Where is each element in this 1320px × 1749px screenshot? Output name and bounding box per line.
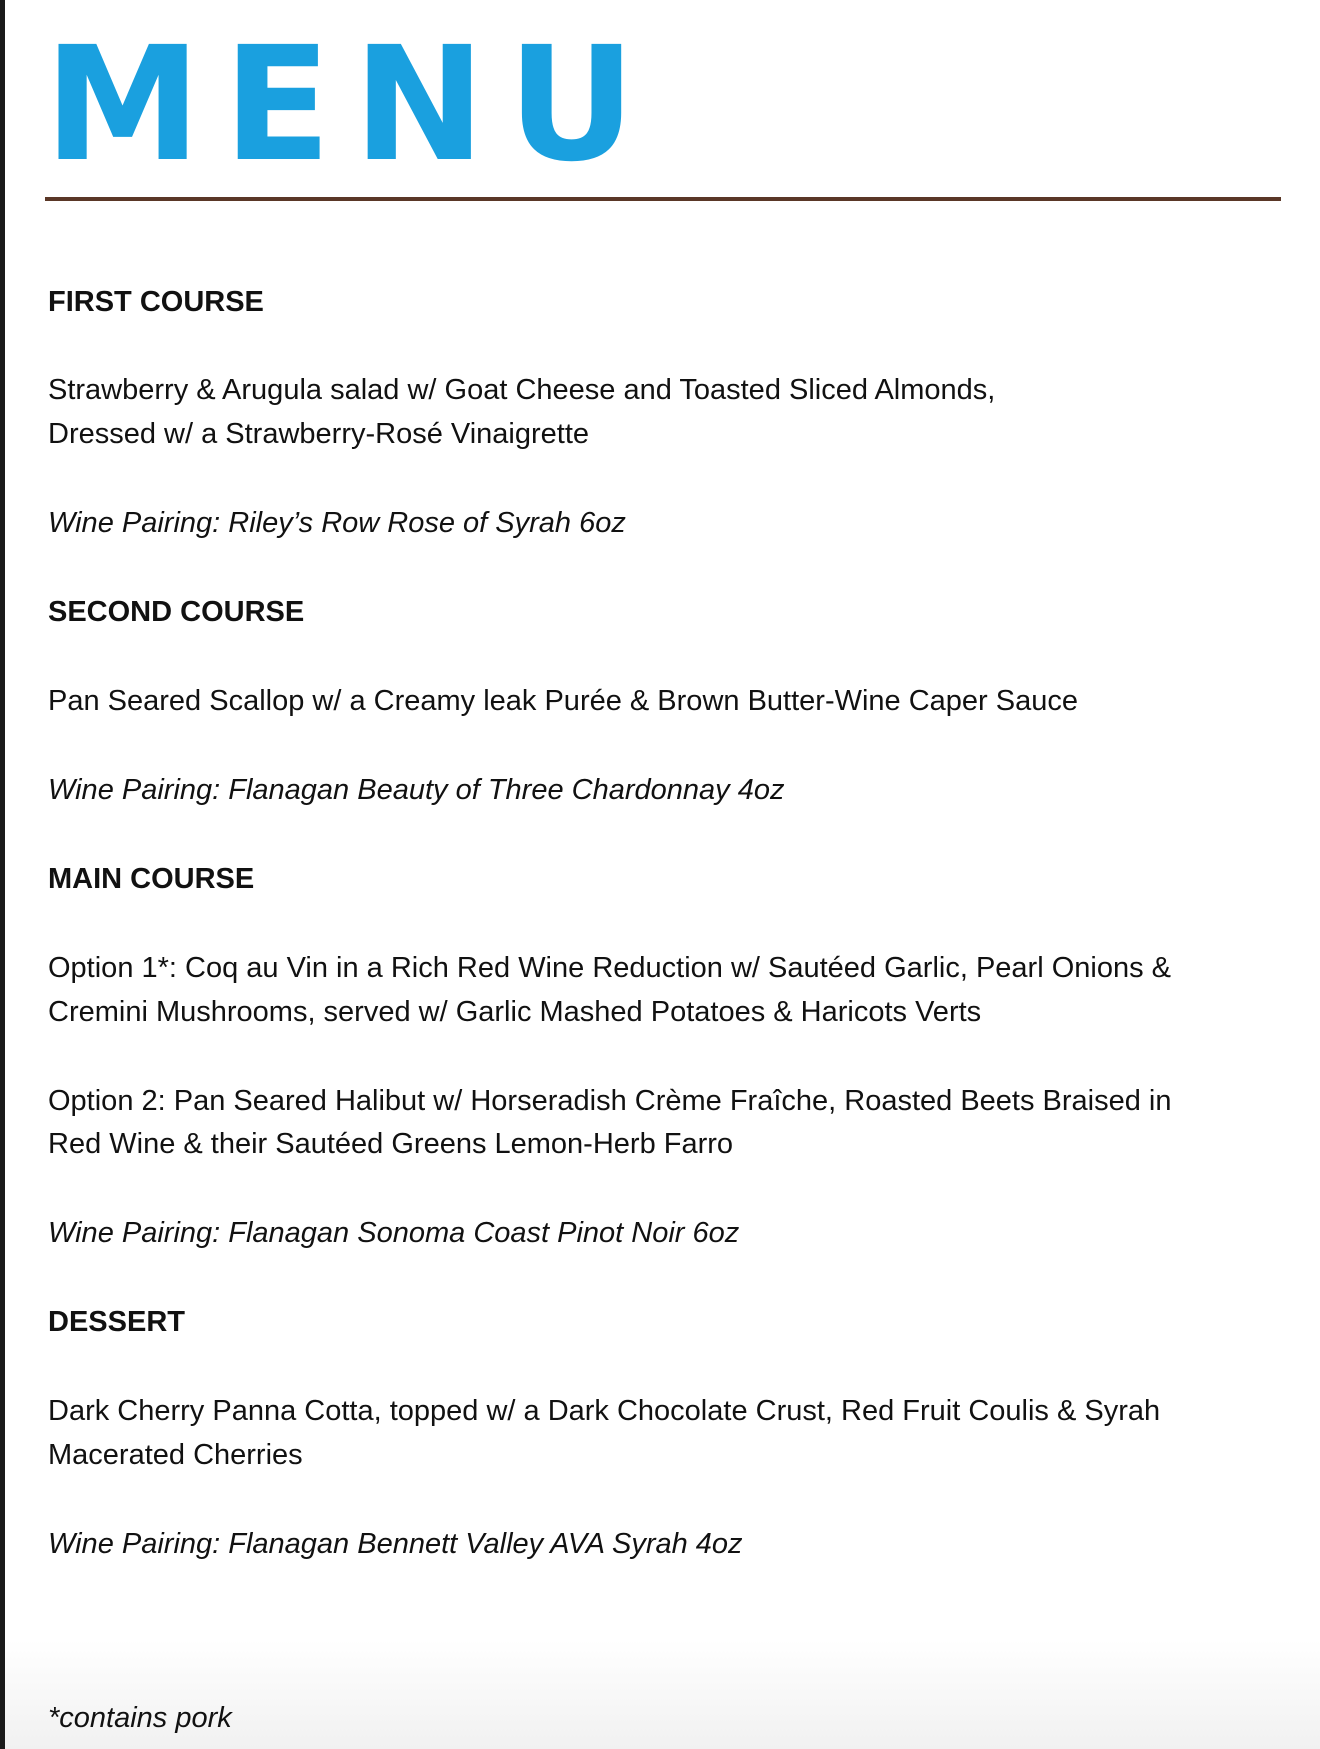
second-course-heading: SECOND COURSE bbox=[48, 596, 305, 628]
first-course-dish-line-1: Strawberry & Arugula salad w/ Goat Cheese and Toasted Sliced Almonds, bbox=[48, 374, 996, 406]
main-course-heading: MAIN COURSE bbox=[48, 863, 255, 895]
footnote-contains-pork: *contains pork bbox=[48, 1702, 232, 1734]
left-edge-border bbox=[0, 0, 5, 1749]
main-course-option-2-line-2: Red Wine & their Sautéed Greens Lemon-Herb Farro bbox=[48, 1128, 734, 1160]
dessert-dish-line-1: Dark Cherry Panna Cotta, topped w/ a Dark Chocolate Crust, Red Fruit Coulis & Syrah bbox=[48, 1395, 1161, 1427]
dessert-wine-pairing: Wine Pairing: Flanagan Bennett Valley AVA Syrah 4oz bbox=[48, 1528, 743, 1560]
first-course-wine-pairing: Wine Pairing: Riley’s Row Rose of Syrah 6oz bbox=[48, 507, 626, 539]
first-course-heading: FIRST COURSE bbox=[48, 286, 264, 318]
main-course-wine-pairing: Wine Pairing: Flanagan Sonoma Coast Pinot Noir 6oz bbox=[48, 1217, 740, 1249]
dessert-heading: DESSERT bbox=[48, 1306, 185, 1338]
main-course-option-1-line-1: Option 1*: Coq au Vin in a Rich Red Wine Reduction w/ Sautéed Garlic, Pearl Onions & bbox=[48, 952, 1171, 984]
main-course-option-2-line-1: Option 2: Pan Seared Halibut w/ Horseradish Crème Fraîche, Roasted Beets Braised in bbox=[48, 1085, 1172, 1117]
first-course-dish-line-2: Dressed w/ a Strawberry-Rosé Vinaigrette bbox=[48, 418, 590, 450]
second-course-dish: Pan Seared Scallop w/ a Creamy leak Purée & Brown Butter-Wine Caper Sauce bbox=[48, 685, 1078, 717]
main-course-option-1-line-2: Cremini Mushrooms, served w/ Garlic Mashed Potatoes & Haricots Verts bbox=[48, 996, 982, 1028]
dessert-dish-line-2: Macerated Cherries bbox=[48, 1439, 303, 1471]
menu-title: MENU bbox=[44, 13, 658, 197]
second-course-wine-pairing: Wine Pairing: Flanagan Beauty of Three Chardonnay 4oz bbox=[48, 774, 785, 806]
title-divider bbox=[45, 197, 1281, 201]
